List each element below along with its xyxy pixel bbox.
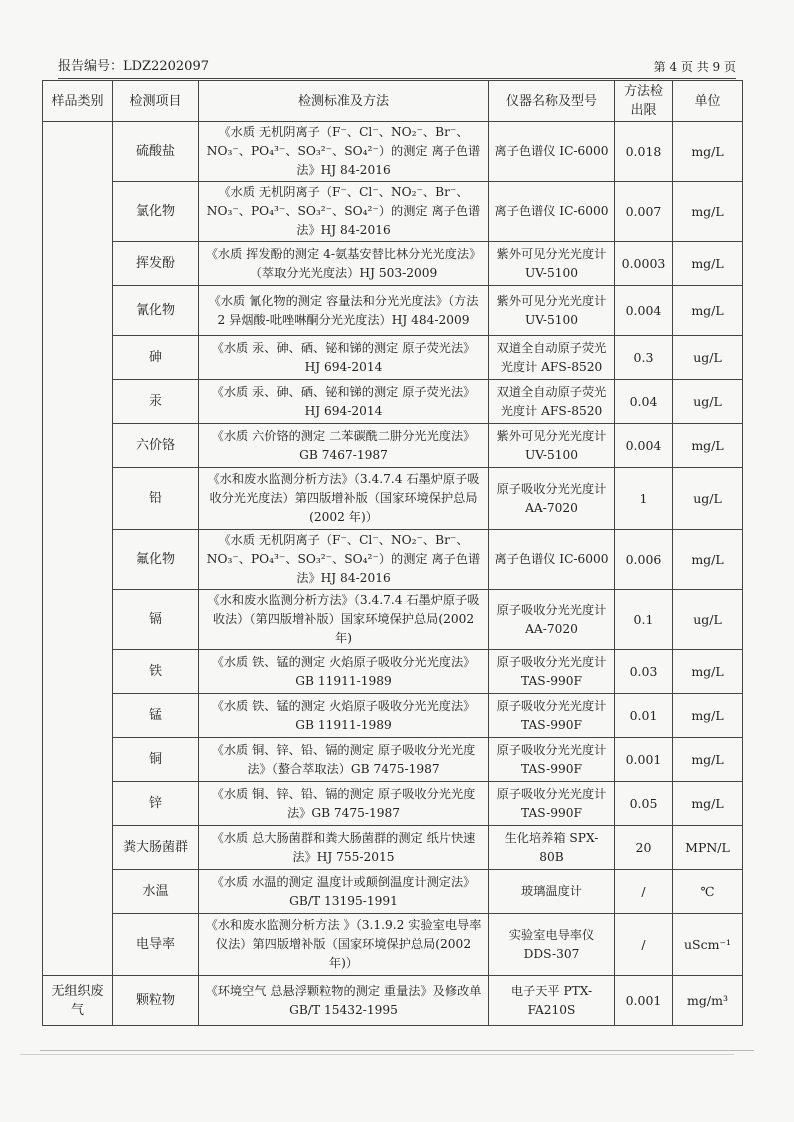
instrument-cell: 原子吸收分光光度计 AA-7020 — [489, 590, 615, 650]
item-cell: 锰 — [113, 694, 199, 738]
detection-limit-cell: / — [615, 870, 673, 914]
table-row — [43, 826, 743, 870]
unit-cell: mg/L — [673, 286, 743, 336]
standard-cell: 《水和废水监测分析方法 》（3.1.9.2 实验室电导率仪法）第四版增补版（国家环境保护总局(2002 年)） — [199, 914, 489, 976]
table-row — [43, 650, 743, 694]
unit-cell: ug/L — [673, 590, 743, 650]
unit-cell: MPN/L — [673, 826, 743, 870]
standard-cell: 《水质 无机阴离子（F⁻、Cl⁻、NO₂⁻、Br⁻、NO₃⁻、PO₄³⁻、SO₃²⁻、SO₄²⁻）的测定 离子色谱法》HJ 84-2016 — [199, 182, 489, 242]
item-cell: 镉 — [113, 590, 199, 650]
table-row — [43, 738, 743, 782]
detection-limit-cell: 0.004 — [615, 424, 673, 468]
unit-cell: mg/L — [673, 694, 743, 738]
unit-cell: mg/L — [673, 182, 743, 242]
table-row — [43, 336, 743, 380]
detection-limit-cell: 0.05 — [615, 782, 673, 826]
item-cell: 铜 — [113, 738, 199, 782]
item-cell: 汞 — [113, 380, 199, 424]
unit-cell: mg/m³ — [673, 976, 743, 1026]
item-cell: 六价铬 — [113, 424, 199, 468]
instrument-cell: 离子色谱仪 IC-6000 — [489, 530, 615, 590]
table-row — [43, 380, 743, 424]
unit-cell: ug/L — [673, 336, 743, 380]
detection-limit-cell: 0.001 — [615, 738, 673, 782]
detection-limit-cell: 0.1 — [615, 590, 673, 650]
item-cell: 铁 — [113, 650, 199, 694]
table-row — [43, 468, 743, 530]
unit-cell: mg/L — [673, 242, 743, 286]
page-header — [58, 56, 736, 79]
instrument-cell: 原子吸收分光光度计 TAS-990F — [489, 782, 615, 826]
item-cell: 硫酸盐 — [113, 122, 199, 182]
standard-cell: 《水质 汞、砷、硒、铋和锑的测定 原子荧光法》HJ 694-2014 — [199, 336, 489, 380]
unit-cell: mg/L — [673, 530, 743, 590]
standard-cell: 《环境空气 总悬浮颗粒物的测定 重量法》及修改单 GB/T 15432-1995 — [199, 976, 489, 1026]
column-header: 检测标准及方法 — [199, 81, 489, 122]
unit-cell: mg/L — [673, 650, 743, 694]
instrument-cell: 生化培养箱 SPX-80B — [489, 826, 615, 870]
detection-limit-cell: 20 — [615, 826, 673, 870]
instrument-cell: 紫外可见分光光度计 UV-5100 — [489, 424, 615, 468]
unit-cell: mg/L — [673, 782, 743, 826]
item-cell: 粪大肠菌群 — [113, 826, 199, 870]
standard-cell: 《水和废水监测分析方法》（3.4.7.4 石墨炉原子吸收分光光度法）第四版增补版（国家环境保护总局(2002 年)） — [199, 468, 489, 530]
unit-cell: mg/L — [673, 122, 743, 182]
instrument-cell: 电子天平 PTX-FA210S — [489, 976, 615, 1026]
detection-limit-cell: 0.01 — [615, 694, 673, 738]
standard-cell: 《水质 总大肠菌群和粪大肠菌群的测定 纸片快速法》HJ 755-2015 — [199, 826, 489, 870]
instrument-cell: 原子吸收分光光度计 TAS-990F — [489, 694, 615, 738]
standard-cell: 《水质 铜、锌、铅、镉的测定 原子吸收分光光度法》（螯合萃取法）GB 7475-1987 — [199, 738, 489, 782]
detection-limit-cell: 0.006 — [615, 530, 673, 590]
instrument-cell: 原子吸收分光光度计 AA-7020 — [489, 468, 615, 530]
instrument-cell: 离子色谱仪 IC-6000 — [489, 122, 615, 182]
table-row — [43, 782, 743, 826]
table-row — [43, 286, 743, 336]
instrument-cell: 双道全自动原子荧光光度计 AFS-8520 — [489, 336, 615, 380]
report-number: 报告编号：LDZ2202097 — [58, 59, 209, 74]
instrument-cell: 实验室电导率仪 DDS-307 — [489, 914, 615, 976]
item-cell: 水温 — [113, 870, 199, 914]
unit-cell: ℃ — [673, 870, 743, 914]
table-header-row — [43, 81, 743, 122]
item-cell: 挥发酚 — [113, 242, 199, 286]
instrument-cell: 紫外可见分光光度计 UV-5100 — [489, 286, 615, 336]
detection-limit-cell: / — [615, 914, 673, 976]
instrument-cell: 离子色谱仪 IC-6000 — [489, 182, 615, 242]
table-row — [43, 530, 743, 590]
standard-cell: 《水质 无机阴离子（F⁻、Cl⁻、NO₂⁻、Br⁻、NO₃⁻、PO₄³⁻、SO₃²⁻、SO₄²⁻）的测定 离子色谱法》HJ 84-2016 — [199, 530, 489, 590]
detection-limit-cell: 0.03 — [615, 650, 673, 694]
table-row — [43, 914, 743, 976]
table-row — [43, 122, 743, 182]
instrument-cell: 双道全自动原子荧光光度计 AFS-8520 — [489, 380, 615, 424]
category-cell-empty — [43, 122, 113, 976]
detection-limit-cell: 0.001 — [615, 976, 673, 1026]
unit-cell: ug/L — [673, 468, 743, 530]
table-row — [43, 182, 743, 242]
item-cell: 铅 — [113, 468, 199, 530]
table-row — [43, 590, 743, 650]
instrument-cell: 玻璃温度计 — [489, 870, 615, 914]
table-row — [43, 870, 743, 914]
item-cell: 砷 — [113, 336, 199, 380]
instrument-cell: 原子吸收分光光度计 TAS-990F — [489, 650, 615, 694]
standard-cell: 《水质 铜、锌、铅、镉的测定 原子吸收分光光度法》GB 7475-1987 — [199, 782, 489, 826]
column-header: 单位 — [673, 81, 743, 122]
detection-limit-cell: 0.007 — [615, 182, 673, 242]
table-row — [43, 976, 743, 1026]
detection-limit-cell: 0.04 — [615, 380, 673, 424]
standard-cell: 《水和废水监测分析方法》（3.4.7.4 石墨炉原子吸收法）（第四版增补版）国家环境保护总局(2002 年) — [199, 590, 489, 650]
column-header: 检测项目 — [113, 81, 199, 122]
item-cell: 颗粒物 — [113, 976, 199, 1026]
standard-cell: 《水质 水温的测定 温度计或颠倒温度计测定法》GB/T 13195-1991 — [199, 870, 489, 914]
item-cell: 电导率 — [113, 914, 199, 976]
unit-cell: mg/L — [673, 424, 743, 468]
page-indicator: 第 4 页 共 9 页 — [653, 60, 736, 74]
standard-cell: 《水质 汞、砷、硒、铋和锑的测定 原子荧光法》HJ 694-2014 — [199, 380, 489, 424]
detection-limit-cell: 0.0003 — [615, 242, 673, 286]
item-cell: 氯化物 — [113, 182, 199, 242]
table-row — [43, 242, 743, 286]
detection-limit-cell: 1 — [615, 468, 673, 530]
unit-cell: ug/L — [673, 380, 743, 424]
standard-cell: 《水质 铁、锰的测定 火焰原子吸收分光光度法》GB 11911-1989 — [199, 650, 489, 694]
column-header: 仪器名称及型号 — [489, 81, 615, 122]
standard-cell: 《水质 六价铬的测定 二苯碳酰二肼分光光度法》GB 7467-1987 — [199, 424, 489, 468]
column-header: 样品类别 — [43, 81, 113, 122]
table-row — [43, 694, 743, 738]
footer-divider — [20, 1054, 734, 1055]
item-cell: 锌 — [113, 782, 199, 826]
unit-cell: uScm⁻¹ — [673, 914, 743, 976]
instrument-cell: 紫外可见分光光度计 UV-5100 — [489, 242, 615, 286]
detection-limit-cell: 0.004 — [615, 286, 673, 336]
unit-cell: mg/L — [673, 738, 743, 782]
detection-limit-cell: 0.3 — [615, 336, 673, 380]
item-cell: 氟化物 — [113, 530, 199, 590]
footer-divider — [40, 1050, 754, 1051]
instrument-cell: 原子吸收分光光度计 TAS-990F — [489, 738, 615, 782]
category-cell: 无组织废气 — [43, 976, 113, 1026]
standard-cell: 《水质 铁、锰的测定 火焰原子吸收分光光度法》GB 11911-1989 — [199, 694, 489, 738]
standard-cell: 《水质 挥发酚的测定 4-氨基安替比林分光光度法》（萃取分光光度法）HJ 503-2009 — [199, 242, 489, 286]
standard-cell: 《水质 氰化物的测定 容量法和分光光度法》（方法 2 异烟酸-吡唑啉酮分光光度法）HJ 484-2009 — [199, 286, 489, 336]
column-header: 方法检出限 — [615, 81, 673, 122]
standard-cell: 《水质 无机阴离子（F⁻、Cl⁻、NO₂⁻、Br⁻、NO₃⁻、PO₄³⁻、SO₃²⁻、SO₄²⁻）的测定 离子色谱法》HJ 84-2016 — [199, 122, 489, 182]
table-row — [43, 424, 743, 468]
item-cell: 氰化物 — [113, 286, 199, 336]
table-body — [43, 122, 743, 1026]
detection-limit-cell: 0.018 — [615, 122, 673, 182]
test-methods-table — [42, 80, 743, 1026]
